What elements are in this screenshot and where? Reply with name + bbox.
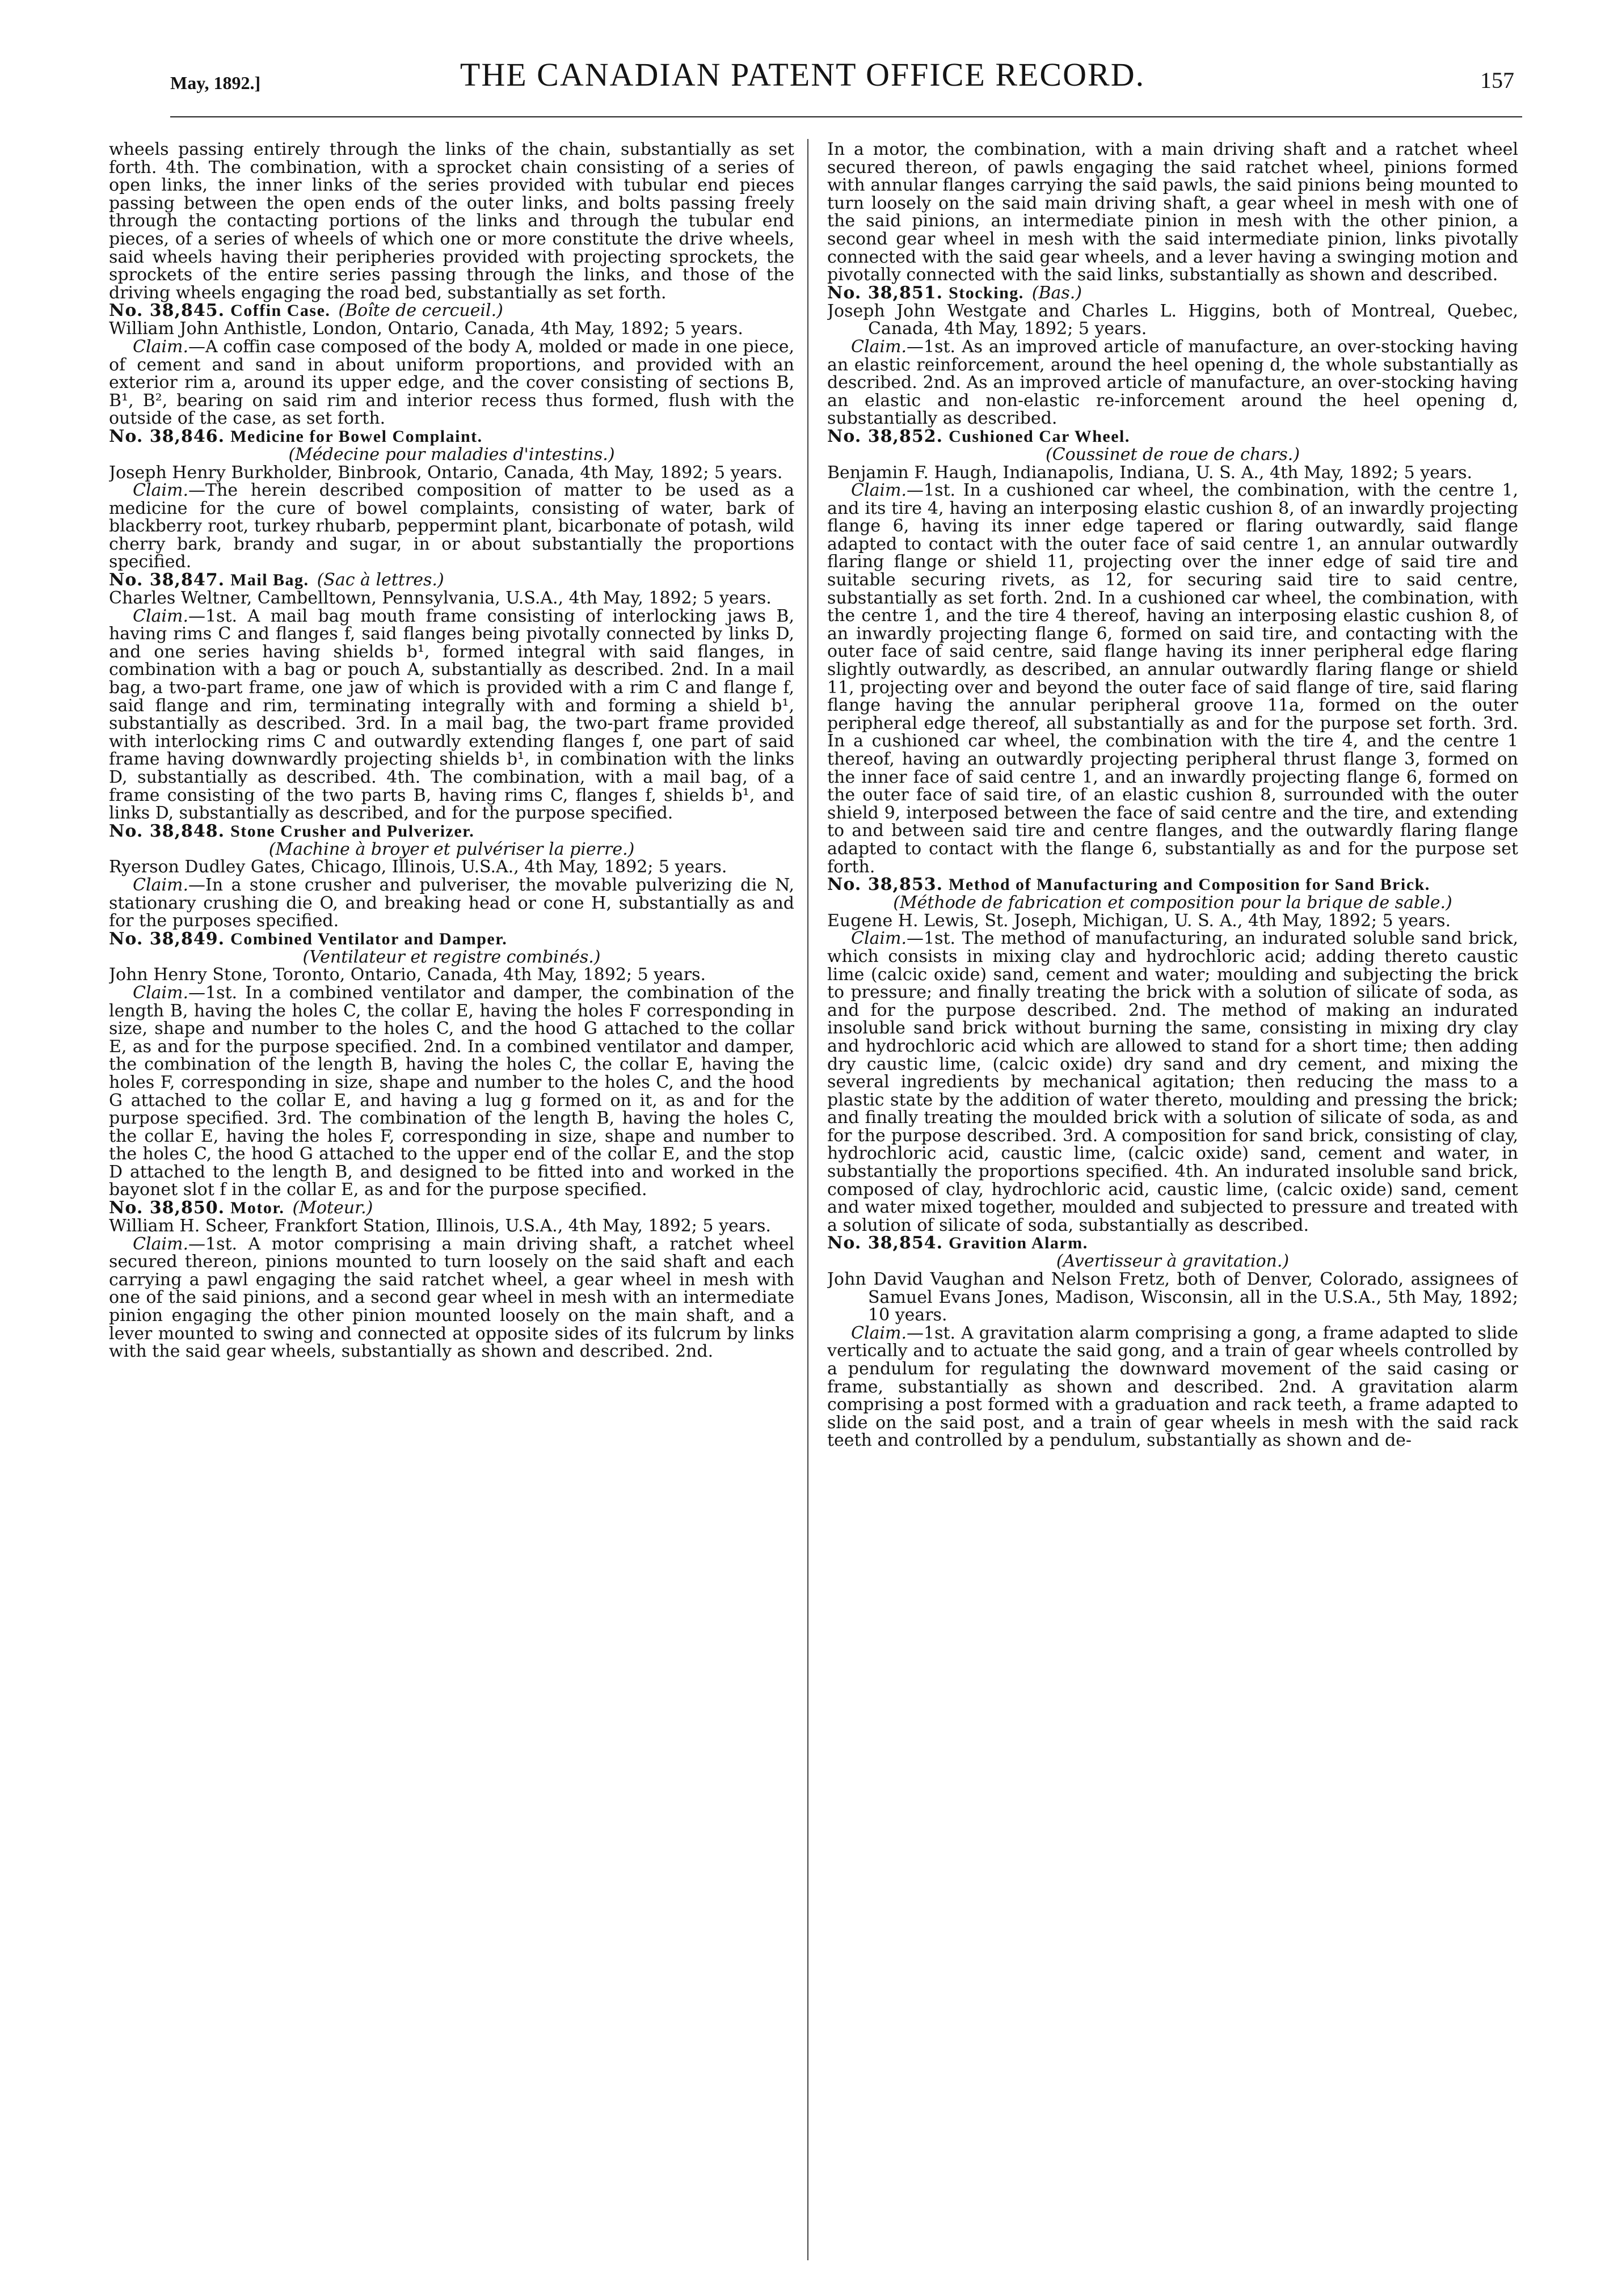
invention-title: Stocking. [949, 283, 1024, 302]
claim-label: Claim. [133, 336, 189, 357]
claim-text [827, 1324, 1518, 1450]
french-title: (Moteur.) [292, 1198, 373, 1218]
entry-heading [827, 876, 1518, 894]
publication-title: THE CANADIAN PATENT OFFICE RECORD. [460, 56, 1145, 93]
inventor-line: Joseph John Westgate and Charles L. Higgins, both of Montreal, Quebec, Canada, 4th May, 1892; 5 years. [827, 301, 1518, 339]
inventor-line: Joseph Henry Burkholder, Binbrook, Ontario, Canada, 4th May, 1892; 5 years. [109, 462, 783, 483]
entry-heading [109, 930, 794, 948]
patent-number: No. 38,847. [109, 570, 225, 590]
claim-text [109, 1235, 794, 1361]
entry-heading [109, 428, 794, 446]
invention-title: Combined Ventilator and Damper. [230, 929, 508, 948]
claim-body: —1st. In a cushioned car wheel, the combination, with the centre 1, and its tire 4, having an interposing elastic cushion 8, of an inwardly projecting flange 6, having its inner edge tapered or flaring outwardly, said flange adapted to contact with the outer face of said centre 1, an annular outwardly flaring flange or shield 11, projecting over the inner edge of said tire and suitable securing rivets, as 12, for securing said tire to said centre, substantially as set forth. 2nd. In a cushioned car wheel, the combination, with the centre 1, and the tire 4 thereof, having an interposing elastic cushion 8, of an inwardly projecting flange 6, formed on said tire, and contacting with the outer face of said centre, said flange having its inner peripheral edge flaring slightly outwardly, as described, an annular outwardly flaring flange or shield 11, projecting over and beyond the outer face of said flange of tire, said flaring flange having the annular peripheral groove 11a, formed on the outer peripheral edge thereof, all substantially as and for the purpose set forth. 3rd. In a cushioned car wheel, the combination with the tire 4, and the centre 1 thereof, having an outwardly projecting peripheral thrust flange 3, formed on the inner face of said centre 1, and an inwardly projecting flange 6, formed on the outer face of said tire, of an elastic cushion 8, surrounded with the outer shield 9, interposed between the face of said centre and the tire, and extending to and between said tire and centre flanges, and the outwardly flaring flange adapted to contact with the flange 6, substantially as and for the purpose set forth. [827, 480, 1518, 877]
patent-number: No. 38,854. [827, 1233, 943, 1253]
inventor-line: Benjamin F. Haugh, Indianapolis, Indiana, U. S. A., 4th May, 1892; 5 years. [827, 462, 1473, 483]
patent-number: No. 38,848. [109, 821, 225, 841]
patent-number: No. 38,853. [827, 875, 943, 895]
patent-entry [109, 302, 794, 428]
patent-number: No. 38,851. [827, 282, 943, 303]
invention-title: Cushioned Car Wheel. [949, 427, 1130, 446]
french-title: (Ventilateur et registre combinés.) [302, 947, 601, 967]
claim-body: —1st. A mail bag mouth frame consisting of interlocking jaws B, having rims C and flanges f, said flanges being pivotally connected by links D, and one series having shields b¹, formed integral with said flanges, in combination with a bag or pouch A, substantially as described. 2nd. In a mail bag, a two-part frame, one jaw of which is provided with a rim C and flange f, said flange and rim, terminating integrally with and forming a shield b¹, substantially as described. 3rd. In a mail bag, the two-part frame provided with interlocking rims C and outwardly extending flanges f, one part of said frame having downwardly projecting shields b¹, in combination with the links D, substantially as described. 4th. The combination, with a mail bag, of a frame consisting of the two parts B, having rims C, flanges f, shields b¹, and links D, substantially as described, and for the purpose specified. [109, 606, 794, 824]
claim-label: Claim. [133, 480, 189, 501]
french-title: (Boîte de cercueil.) [338, 301, 503, 321]
entry-heading [827, 428, 1518, 446]
issue-date: May, 1892.] [170, 73, 261, 93]
invention-title: Medicine for Bowel Complaint. [230, 427, 483, 446]
french-title: (Bas.) [1031, 282, 1082, 303]
patent-entry [109, 822, 794, 930]
inventor-line: John David Vaughan and Nelson Fretz, both of Denver, Colorado, assignees of Samuel Evans Jones, Madison, Wisconsin, all in the U.S.A., 5th May, 1892; 10 years. [827, 1269, 1518, 1326]
french-title: (Machine à broyer et pulvériser la pierre.) [268, 839, 635, 859]
invention-title: Method of Manufacturing and Composition for Sand Brick. [949, 875, 1430, 894]
header-rule [170, 116, 1522, 117]
claim-text [109, 984, 794, 1199]
inventor-line: William John Anthistle, London, Ontario, Canada, 4th May, 1892; 5 years. [109, 319, 743, 339]
patent-entry [827, 1234, 1518, 1450]
claim-body: —1st. A motor comprising a main driving shaft, a ratchet wheel secured thereon, pinions mounted to turn loosely on the said shaft and each carrying a pawl engaging the said ratchet wheel, a gear wheel in mesh with one of the said pinions, and a second gear wheel in mesh with an intermediate pinion engaging the other pinion mounted loosely on the main shaft, and a lever mounted to swing and connected at opposite sides of its fulcrum by links with the said gear wheels, substantially as shown and described. 2nd. [109, 1234, 794, 1362]
continued-claim-text: wheels passing entirely through the links of the chain, substantially as set forth. 4th. The combination, with a sprocket chain consisting of a series of open links, the inner links of the series provided with tubular end pieces passing between the open ends of the outer links, and bolts passing freely through the contacting portions of the links and through the tubular end pieces, of a series of wheels of which one or more constitute the drive wheels, said wheels having their peripheries provided with projecting sprockets, the sprockets of the entire series passing through the links, and those of the driving wheels engaging the road bed, substantially as set forth. [109, 141, 794, 303]
claim-text [109, 607, 794, 822]
french-title: (Coussinet de roue de chars.) [1045, 444, 1300, 465]
claim-label: Claim. [851, 336, 907, 357]
patent-number: No. 38,845. [109, 301, 225, 321]
invention-title: Coffin Case. [230, 301, 331, 320]
claim-text [109, 338, 794, 428]
invention-title: Stone Crusher and Pulverizer. [230, 821, 475, 841]
claim-label: Claim. [851, 480, 907, 501]
entry-heading [827, 284, 1518, 302]
patent-number: No. 38,850. [109, 1198, 225, 1218]
claim-label: Claim. [133, 982, 189, 1003]
french-title: (Sac à lettres.) [317, 570, 444, 590]
claim-body: —In a stone crusher and pulveriser, the movable pulverizing die N, stationary crushing die O, and breaking head or cone H, substantially as and for the purposes specified. [109, 875, 794, 931]
patent-entry-list [109, 302, 794, 1360]
inventor-line: William H. Scheer, Frankfort Station, Illinois, U.S.A., 4th May, 1892; 5 years. [109, 1216, 771, 1236]
invention-title: Gravition Alarm. [949, 1234, 1088, 1253]
claim-body: —1st. A gravitation alarm comprising a gong, a frame adapted to slide vertically and to actuate the said gong, and a train of gear wheels controlled by a pendulum for regulating the downward movement of the said casing or frame, substantially as shown and described. 2nd. A gravitation alarm comprising a post formed with a graduation and rack teeth, a frame adapted to slide on the said post, and a train of gear wheels in mesh with the said rack teeth and controlled by a pendulum, substantially as shown and de- [827, 1323, 1518, 1451]
patent-entry [827, 284, 1518, 428]
patent-entry [827, 876, 1518, 1234]
french-title: (Médecine pour maladies d'intestins.) [288, 444, 615, 465]
column-divider [807, 139, 808, 2260]
page-number: 157 [1480, 67, 1514, 93]
claim-text [827, 930, 1518, 1234]
patent-entry [109, 571, 794, 822]
claim-body: —1st. In a combined ventilator and damper, the combination of the length B, having the holes C, the collar E, having the holes F corresponding in size, shape and number to the holes C, and the hood G attached to the collar E, as and for the purpose specified. 2nd. In a combined ventilator and damper, the combination of the length B, having the holes C, the collar E, having the holes F, corresponding in size, shape and number to the holes C, and the hood G attached to the collar E, and having a lug g formed on it, as and for the purpose specified. 3rd. The combination of the length B, having the holes C, the collar E, having the holes F, corresponding in size, shape and number to the holes C, the hood G attached to the upper end of the collar E, and the stop D attached to the length B, and designed to be fitted into and worked in the bayonet slot f in the collar E, as and for the purpose specified. [109, 982, 794, 1200]
patent-number: No. 38,852. [827, 426, 943, 446]
inventor-line: John Henry Stone, Toronto, Ontario, Canada, 4th May, 1892; 5 years. [109, 965, 706, 985]
patent-number: No. 38,846. [109, 426, 225, 446]
patent-entry [109, 930, 794, 1199]
french-title: (Méthode de fabrication et composition pour la brique de sable.) [893, 893, 1452, 913]
invention-title: Mail Bag. [230, 571, 309, 590]
inventor-line: Charles Weltner, Cambelltown, Pennsylvania, U.S.A., 4th May, 1892; 5 years. [109, 588, 772, 609]
claim-body: —A coffin case composed of the body A, molded or made in one piece, of cement and sand in about uniform proportions, and provided with an exterior rim a, around its upper edge, and the cover consisting of sections B, B¹, B², bearing on said rim and interior recess thus formed, flush with the outside of the case, as set forth. [109, 336, 794, 429]
inventor-line: Ryerson Dudley Gates, Chicago, Illinois, U.S.A., 4th May, 1892; 5 years. [109, 857, 727, 877]
claim-body: —1st. The method of manufacturing, an indurated soluble sand brick, which consists in mixing clay and hydrochloric acid; adding thereto caustic lime (calcic oxide) sand, cement and water; moulding and subjecting the brick to pressure; and finally treating the brick with a solution of silicate of soda, as and for the purpose described. 2nd. The method of making an indurated insoluble sand brick without burning the same, consisting in mixing dry clay and hydrochloric acid which are allowed to stand for a short time; then adding dry caustic lime, (calcic oxide) dry sand and dry cement, and mixing the several ingredients by mechanical agitation; then reducing the mass to a plastic state by the addition of water thereto, moulding and pressing the brick; and finally treating the moulded brick with a solution of silicate of soda, as and for the purpose described. 3rd. A composition for sand brick, consisting of clay, hydrochloric acid, caustic lime, (calcic oxide) sand, cement and water, in substantially the proportions specified. 4th. An indurated insoluble sand brick, composed of clay, hydrochloric acid, caustic lime, (calcic oxide) sand, cement and water mixed together, moulded and subjected to pressure and treated with a solution of silicate of soda, substantially as described. [827, 928, 1518, 1235]
claim-label: Claim. [133, 875, 189, 895]
patent-entry-list [827, 284, 1518, 1450]
claim-text [827, 338, 1518, 428]
entry-heading [827, 1234, 1518, 1252]
entry-heading [109, 1199, 794, 1217]
patent-entry [109, 428, 794, 571]
claim-label: Claim. [851, 1323, 907, 1343]
claim-text [827, 482, 1518, 876]
claim-label: Claim. [133, 606, 189, 626]
patent-number: No. 38,849. [109, 928, 225, 949]
french-title: (Avertisseur à gravitation.) [1056, 1251, 1290, 1272]
inventor-line: Eugene H. Lewis, St. Joseph, Michigan, U. S. A., 4th May, 1892; 5 years. [827, 910, 1451, 931]
patent-entry [109, 1199, 794, 1361]
continued-claim-text: In a motor, the combination, with a main driving shaft and a ratchet wheel secured thereon, of pawls engaging the said ratchet wheel, pinions formed with annular flanges carrying the said pawls, the said pinions being mounted to turn loosely on the said main driving shaft, a gear wheel in mesh with one of the said pinions, an intermediate pinion in mesh with the other pinion, a second gear wheel in mesh with the said intermediate pinion, links pivotally connected with the said gear wheels, and a lever having a swinging motion and pivotally connected with the said links, substantially as shown and described. [827, 141, 1518, 285]
claim-label: Claim. [133, 1234, 189, 1254]
claim-label: Claim. [851, 928, 907, 949]
invention-title: Motor. [230, 1198, 285, 1218]
entry-heading [109, 571, 794, 589]
claim-body: —The herein described composition of matter to be used as a medicine for the cure of bowel complaints, consisting of water, bark of blackberry root, turkey rhubarb, peppermint plant, bicarbonate of potash, wild cherry bark, brandy and sugar, in or about substantially the proportions specified. [109, 480, 794, 572]
claim-text [109, 876, 794, 930]
left-column [109, 141, 794, 2279]
claim-body: —1st. As an improved article of manufacture, an over-stocking having an elastic reinforcement, around the heel opening d, the whole substantially as described. 2nd. As an improved article of manufacture, an over-stocking having an elastic and non-elastic re-inforcement around the heel opening d, substantially as described. [827, 336, 1518, 429]
right-column [827, 141, 1518, 2279]
claim-text [109, 482, 794, 571]
entry-heading [109, 822, 794, 841]
entry-heading [109, 302, 794, 320]
patent-entry [827, 428, 1518, 876]
